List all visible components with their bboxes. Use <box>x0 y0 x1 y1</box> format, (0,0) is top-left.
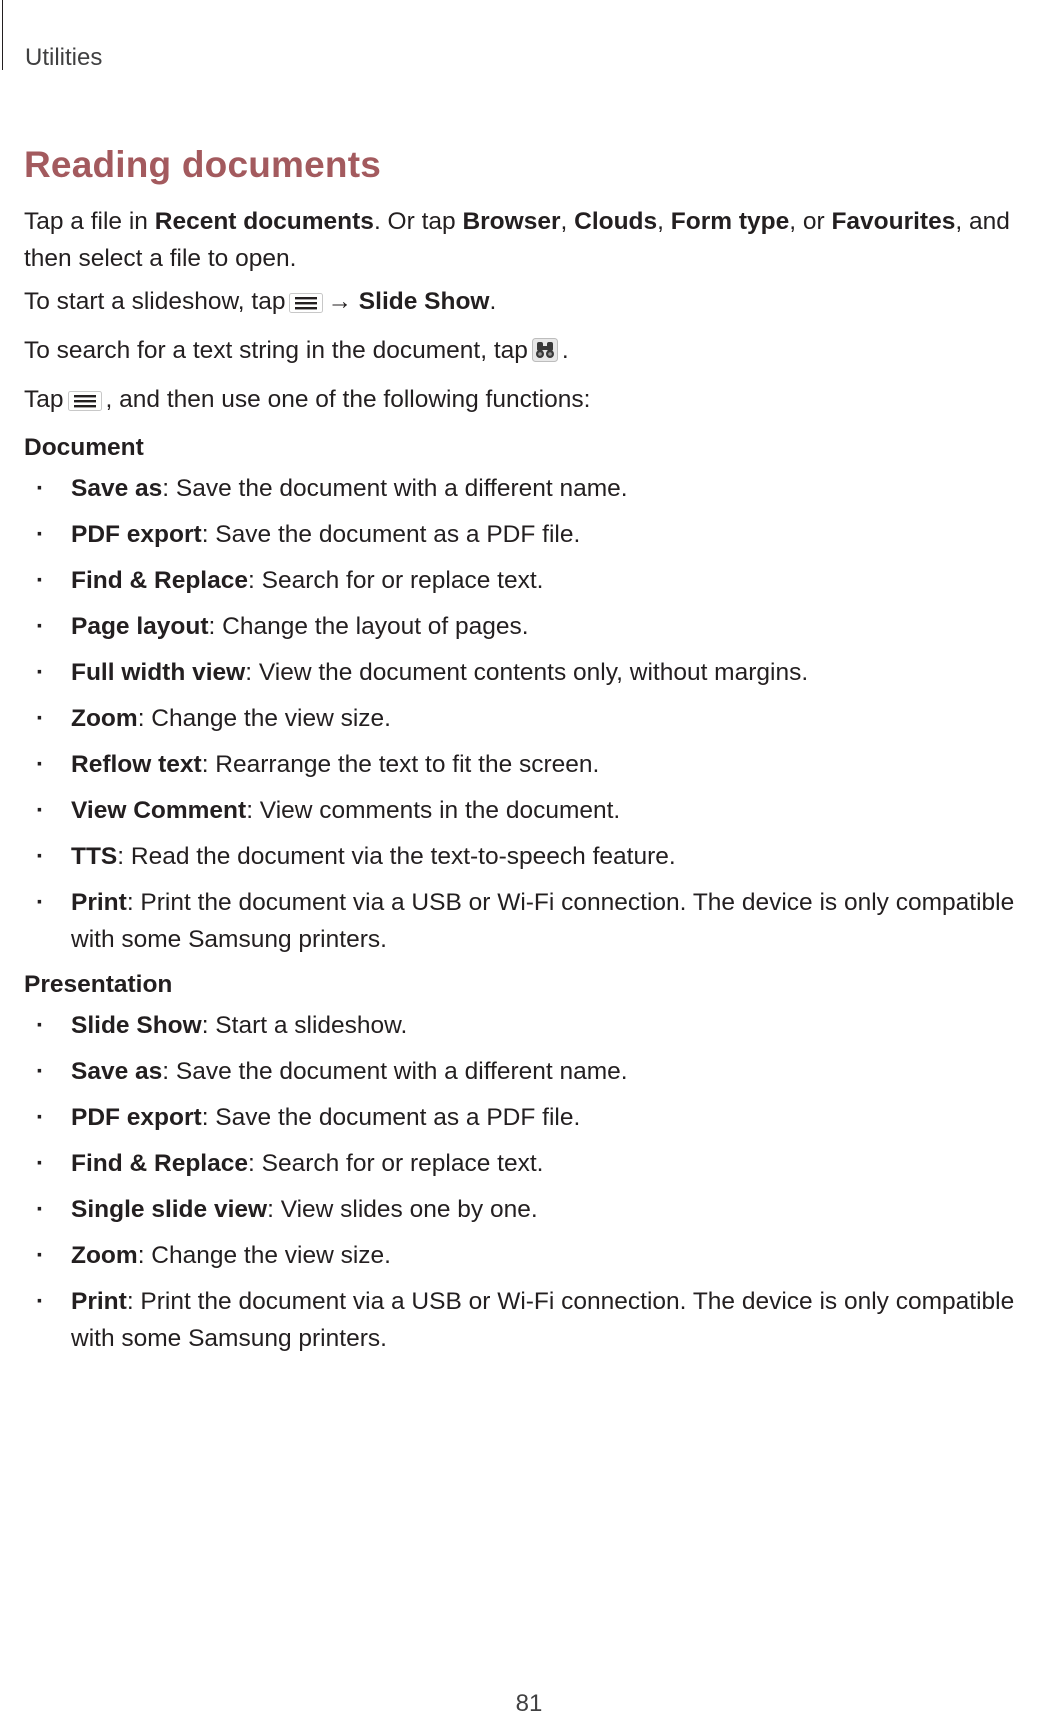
instruction-text: , and then use one of the following functions: <box>105 386 591 413</box>
function-description: : Search for or replace text. <box>247 567 544 594</box>
function-description: : Save the document as a PDF file. <box>201 1104 581 1131</box>
page-number: 81 <box>515 1690 543 1717</box>
menu-icon <box>289 287 323 324</box>
list-item <box>24 1145 1039 1182</box>
instruction-text: To start a slideshow, tap <box>24 288 286 315</box>
function-description: : Search for or replace text. <box>247 1150 544 1177</box>
function-term: Full width view <box>71 659 246 686</box>
function-description: : Rearrange the text to fit the screen. <box>201 751 600 778</box>
instruction-text: To search for a text string in the document, tap <box>24 337 528 364</box>
function-description: : Print the document via a USB or Wi-Fi connection. The device is only compatible with some Samsung printers. <box>71 1288 1015 1352</box>
list-item <box>24 516 1039 553</box>
function-description: : Save the document with a different name. <box>162 475 628 502</box>
list-item <box>24 792 1039 829</box>
binoculars-search-icon <box>532 336 558 373</box>
menu-icon <box>68 385 102 422</box>
browser-term: Browser <box>462 208 561 235</box>
function-term: TTS <box>71 843 118 870</box>
function-term: Find & Replace <box>71 1150 248 1177</box>
function-term: View Comment <box>71 797 247 824</box>
clouds-term: Clouds <box>574 208 658 235</box>
section-title: Reading documents <box>24 144 381 185</box>
slideshow-instruction <box>24 283 1039 324</box>
function-term: Page layout <box>71 613 209 640</box>
list-item <box>24 838 1039 875</box>
page-content <box>24 203 1039 1366</box>
instruction-text: . <box>561 337 569 364</box>
list-item <box>24 1237 1039 1274</box>
list-item <box>24 654 1039 691</box>
list-item <box>24 470 1039 507</box>
running-header: Utilities <box>25 44 103 71</box>
list-item <box>24 1007 1039 1044</box>
function-description: : View slides one by one. <box>267 1196 538 1223</box>
list-item <box>24 562 1039 599</box>
function-description: : Read the document via the text-to-speech feature. <box>117 843 676 870</box>
list-item <box>24 1053 1039 1090</box>
presentation-heading: Presentation <box>24 971 173 998</box>
function-description: : Change the view size. <box>137 1242 391 1269</box>
list-item <box>24 700 1039 737</box>
function-description: : Print the document via a USB or Wi-Fi connection. The device is only compatible with some Samsung printers. <box>71 889 1015 953</box>
list-item <box>24 1191 1039 1228</box>
list-item <box>24 746 1039 783</box>
search-instruction <box>24 332 1039 373</box>
function-term: Print <box>71 1288 127 1315</box>
function-term: Slide Show <box>71 1012 202 1039</box>
function-description: : View the document contents only, without margins. <box>245 659 809 686</box>
intro-paragraph <box>24 203 1039 277</box>
intro-text: , and then select a file to open. <box>24 208 1010 272</box>
function-term: Reflow text <box>71 751 202 778</box>
function-term: PDF export <box>71 1104 202 1131</box>
function-term: Save as <box>71 475 163 502</box>
list-item <box>24 1283 1039 1357</box>
list-item <box>24 884 1039 958</box>
document-functions-list <box>24 470 1039 958</box>
function-term: Print <box>71 889 127 916</box>
function-description: : Change the view size. <box>137 705 391 732</box>
function-term: Single slide view <box>71 1196 268 1223</box>
function-term: Save as <box>71 1058 163 1085</box>
intro-text: Tap a file in <box>24 208 155 235</box>
arrow-glyph: → <box>327 288 352 315</box>
form-type-term: Form type <box>670 208 790 235</box>
function-description: : Save the document as a PDF file. <box>201 521 581 548</box>
intro-text: . Or tap <box>373 208 463 235</box>
slide-show-term: Slide Show <box>358 288 490 315</box>
corner-rule <box>2 0 3 70</box>
function-term: PDF export <box>71 521 202 548</box>
function-term: Find & Replace <box>71 567 248 594</box>
presentation-functions-list <box>24 1007 1039 1357</box>
list-item <box>24 608 1039 645</box>
function-term: Zoom <box>71 1242 138 1269</box>
function-description: : Start a slideshow. <box>201 1012 408 1039</box>
function-term: Zoom <box>71 705 138 732</box>
instruction-text: Tap <box>24 386 64 413</box>
function-description: : Change the layout of pages. <box>208 613 529 640</box>
recent-documents-term: Recent documents <box>154 208 374 235</box>
favourites-term: Favourites <box>831 208 956 235</box>
list-item <box>24 1099 1039 1136</box>
intro-text: , <box>560 208 575 235</box>
function-description: : Save the document with a different name. <box>162 1058 628 1085</box>
menu-instruction <box>24 381 1039 422</box>
intro-text: , <box>657 208 671 235</box>
instruction-text: . <box>489 288 497 315</box>
function-description: : View comments in the document. <box>246 797 621 824</box>
intro-text: , or <box>789 208 832 235</box>
document-heading: Document <box>24 434 144 461</box>
